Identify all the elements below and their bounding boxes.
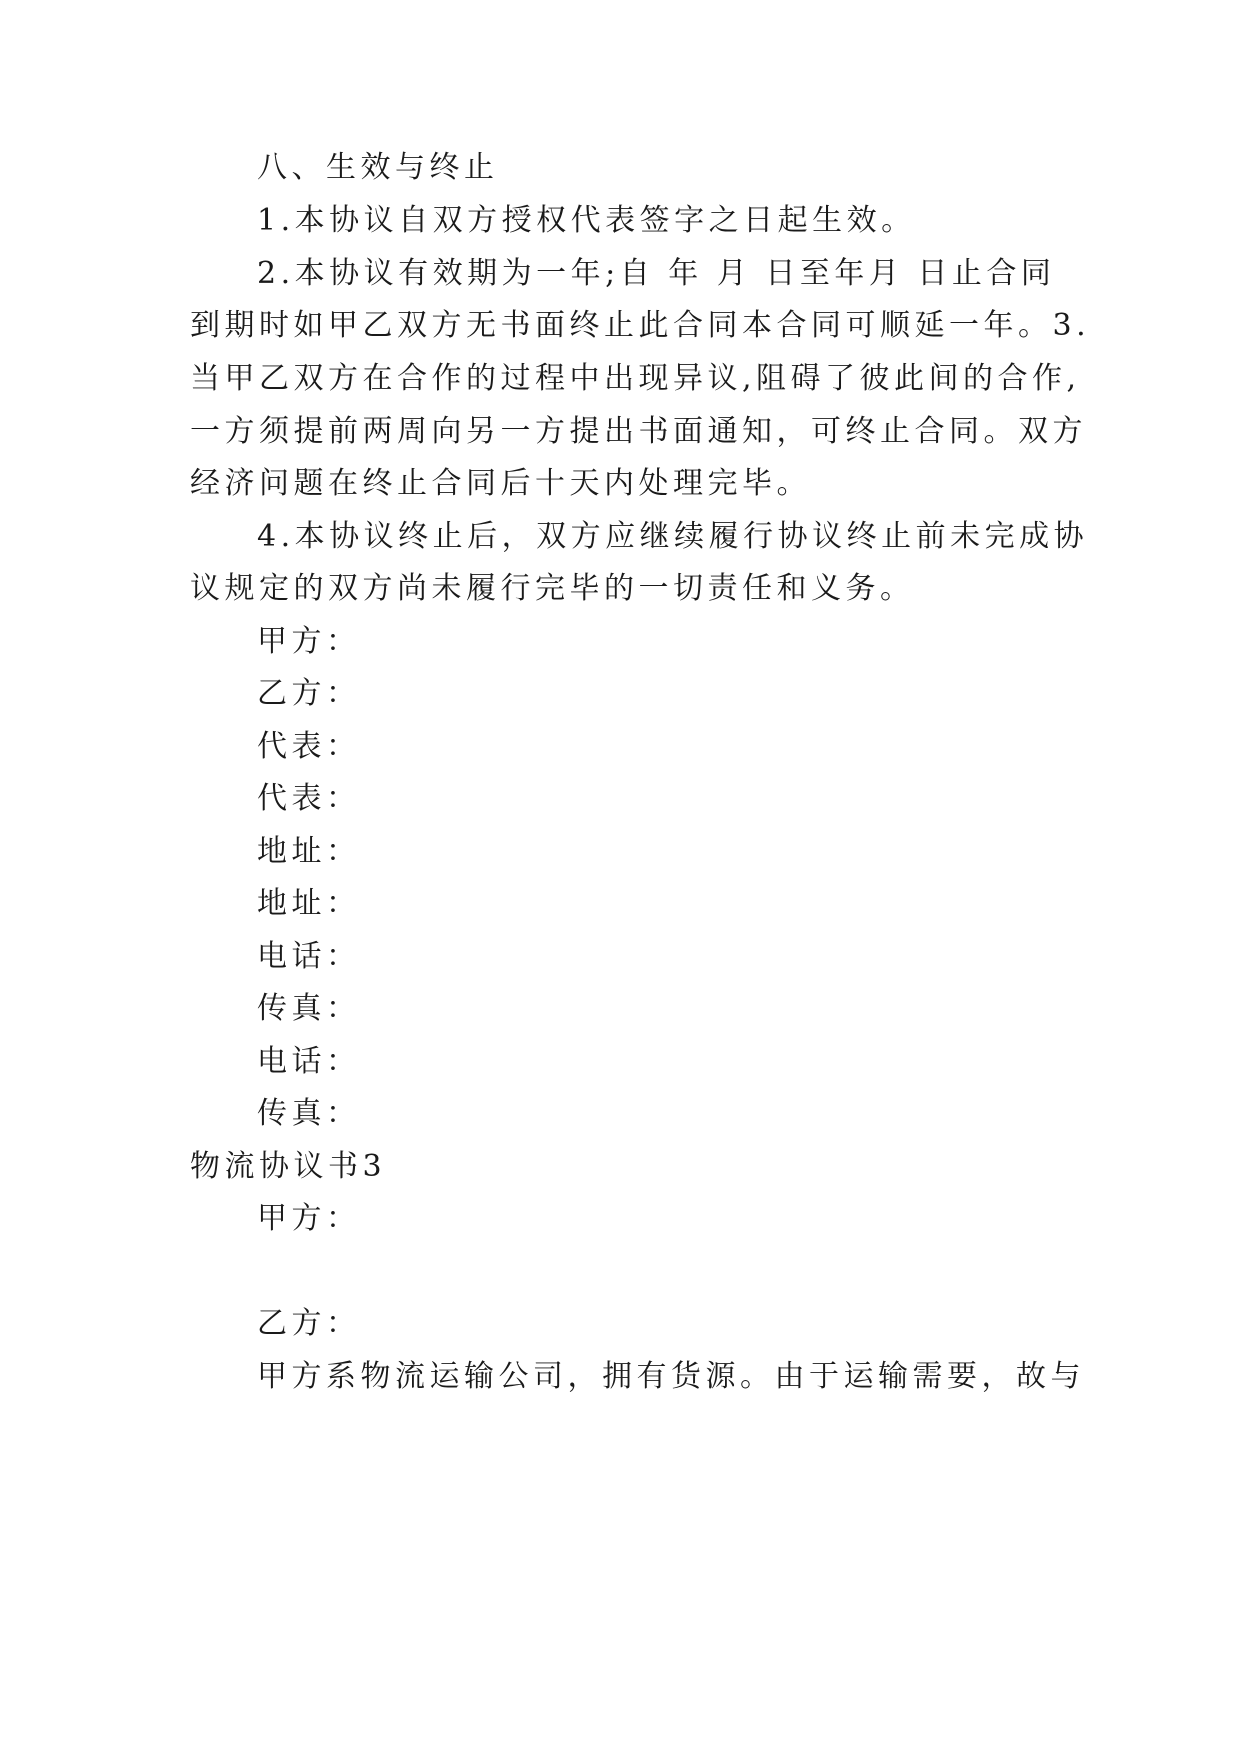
clause-1: 1.本协议自双方授权代表签字之日起生效。 [257,203,916,238]
field-address-b: 地址： [257,886,361,921]
field-address-a: 地址： [257,834,361,869]
clause-2-line-2: 到期时如甲乙双方无书面终止此合同本合同可顺延一年。3. [190,308,1091,343]
section-heading: 八、生效与终止 [257,150,499,185]
field-phone-b: 电话： [257,1044,361,1079]
clause-2-line-4: 一方须提前两周向另一方提出书面通知，可终止合同。双方 [190,414,1087,449]
clause-2-line-5: 经济问题在终止合同后十天内处理完毕。 [190,466,811,501]
next-party-b: 乙方： [257,1306,361,1341]
next-intro: 甲方系物流运输公司，拥有货源。由于运输需要，故与 [257,1359,1085,1394]
field-party-a: 甲方： [257,624,361,659]
clause-2-line-1: 2.本协议有效期为一年;自 年 月 日至年月 日止合同 [257,256,1056,291]
field-party-b: 乙方： [257,676,361,711]
next-party-a: 甲方： [257,1201,361,1236]
field-representative-a: 代表： [257,729,361,764]
next-document-title: 物流协议书3 [190,1149,387,1184]
clause-2-line-3: 当甲乙双方在合作的过程中出现异议,阻碍了彼此间的合作, [190,361,1081,396]
field-representative-b: 代表： [257,781,361,816]
clause-4-line-2: 议规定的双方尚未履行完毕的一切责任和义务。 [190,571,915,606]
field-fax-b: 传真： [257,1096,361,1131]
clause-4-line-1: 4.本协议终止后，双方应继续履行协议终止前未完成协 [257,519,1089,554]
field-phone-a: 电话： [257,939,361,974]
field-fax-a: 传真： [257,991,361,1026]
